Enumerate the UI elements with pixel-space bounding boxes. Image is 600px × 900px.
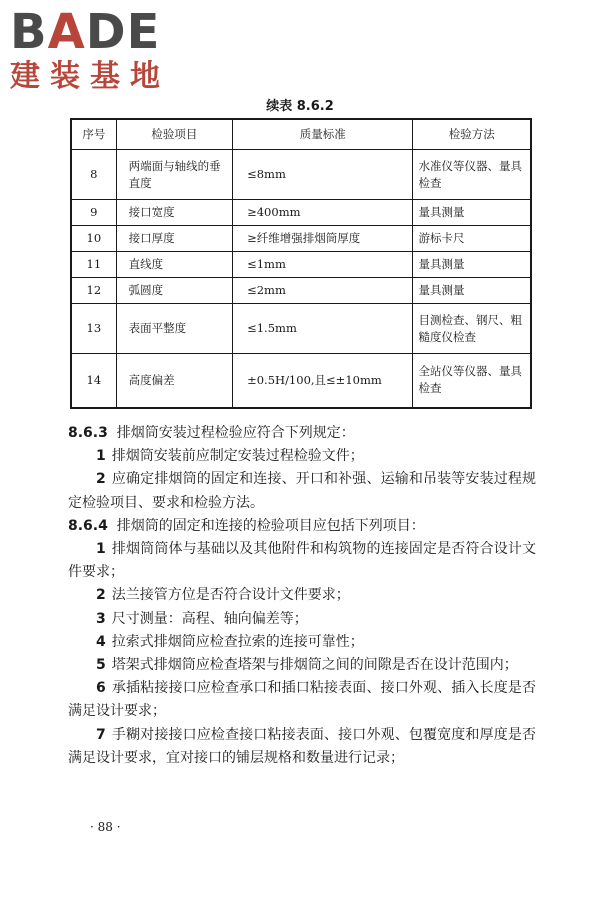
logo-chinese-text: 建装基地 — [10, 59, 170, 94]
table-row — [71, 150, 531, 200]
item-number: 6 — [96, 680, 106, 697]
row-method: 量具测量 — [413, 200, 531, 226]
header-method: 检验方法 — [413, 119, 531, 150]
bade-logo — [10, 6, 180, 94]
table-row — [71, 278, 531, 304]
logo-wordmark — [10, 6, 180, 58]
page-number: · 88 · — [90, 820, 121, 834]
row-standard: ≥纤维增强排烟筒厚度 — [233, 226, 413, 252]
item-text: 拉索式排烟筒应检查拉索的连接可靠性； — [111, 633, 364, 650]
item-text: 承插粘接接口应检查承口和插口粘接表面、接口外观、插入长度是否满足设计要求； — [68, 680, 536, 720]
table-caption: 续表 8.6.2 — [266, 99, 334, 114]
row-item: 高度偏差 — [116, 354, 232, 408]
table-row — [71, 200, 531, 226]
row-method: 量具测量 — [413, 278, 531, 304]
item-text: 法兰接管方位是否符合设计文件要求； — [111, 587, 350, 604]
item-text: 排烟筒筒体与基础以及其他附件和构筑物的连接固定是否符合设计文件要求； — [68, 541, 536, 581]
list-item — [68, 468, 536, 514]
row-standard: ≤8mm — [233, 150, 413, 200]
table-row — [71, 354, 531, 408]
row-method: 目测检查、钢尺、粗糙度仪检查 — [413, 304, 531, 354]
row-no: 13 — [71, 304, 116, 354]
list-item — [68, 724, 536, 770]
row-standard: ≥400mm — [233, 200, 413, 226]
row-standard: ±0.5H/100,且≤±10mm — [233, 354, 413, 408]
section-heading — [68, 515, 536, 538]
item-number: 5 — [96, 657, 106, 674]
row-method: 全站仪等仪器、量具检查 — [413, 354, 531, 408]
row-item: 接口厚度 — [116, 226, 232, 252]
item-text: 排烟筒安装前应制定安装过程检验文件； — [111, 448, 364, 465]
body-text — [68, 422, 536, 770]
row-no: 11 — [71, 252, 116, 278]
row-no: 10 — [71, 226, 116, 252]
list-item — [68, 538, 536, 584]
list-item — [68, 677, 536, 723]
row-no: 8 — [71, 150, 116, 200]
list-item — [68, 445, 536, 468]
item-text: 应确定排烟筒的固定和连接、开口和补强、运输和吊装等安装过程规定检验项目、要求和检验方法。 — [68, 471, 536, 511]
table-row — [71, 304, 531, 354]
row-standard: ≤1mm — [233, 252, 413, 278]
item-number: 1 — [96, 448, 106, 465]
item-number: 4 — [96, 633, 106, 650]
logo-letter-b: B — [10, 4, 48, 60]
header-item: 检验项目 — [116, 119, 232, 150]
row-method: 水准仪等仪器、量具检查 — [413, 150, 531, 200]
row-standard: ≤2mm — [233, 278, 413, 304]
table-row — [71, 252, 531, 278]
section-title: 排烟筒安装过程检验应符合下列规定： — [116, 425, 355, 441]
item-number: 2 — [96, 587, 106, 604]
item-number: 2 — [96, 471, 106, 488]
row-method: 游标卡尺 — [413, 226, 531, 252]
item-text: 手糊对接接口应检查接口粘接表面、接口外观、包覆宽度和厚度是否满足设计要求，宜对接口的铺层规格和数量进行记录； — [68, 726, 536, 766]
item-text: 塔架式排烟筒应检查塔架与排烟筒之间的间隙是否在设计范围内； — [111, 657, 518, 674]
list-item — [68, 608, 536, 631]
row-method: 量具测量 — [413, 252, 531, 278]
item-number: 1 — [96, 541, 106, 558]
table-row — [71, 226, 531, 252]
item-text: 尺寸测量：高程、轴向偏差等； — [111, 610, 308, 627]
row-no: 12 — [71, 278, 116, 304]
row-item: 直线度 — [116, 252, 232, 278]
row-no: 14 — [71, 354, 116, 408]
item-number: 7 — [96, 726, 106, 743]
section-heading — [68, 422, 536, 445]
list-item — [68, 631, 536, 654]
header-no: 序号 — [71, 119, 116, 150]
row-item: 接口宽度 — [116, 200, 232, 226]
header-standard: 质量标准 — [233, 119, 413, 150]
logo-letter-a: A — [47, 4, 86, 60]
row-item: 表面平整度 — [116, 304, 232, 354]
section-number: 8.6.3 — [68, 425, 108, 441]
row-no: 9 — [71, 200, 116, 226]
inspection-table — [70, 118, 532, 409]
logo-letters-de: DE — [85, 4, 161, 60]
row-item: 弧圆度 — [116, 278, 232, 304]
row-standard: ≤1.5mm — [233, 304, 413, 354]
row-item: 两端面与轴线的垂直度 — [116, 150, 232, 200]
section-title: 排烟筒的固定和连接的检验项目应包括下列项目： — [116, 517, 425, 534]
section-number: 8.6.4 — [68, 517, 108, 534]
item-number: 3 — [96, 610, 106, 627]
list-item — [68, 654, 536, 677]
list-item — [68, 584, 536, 607]
table-header-row — [71, 119, 531, 150]
